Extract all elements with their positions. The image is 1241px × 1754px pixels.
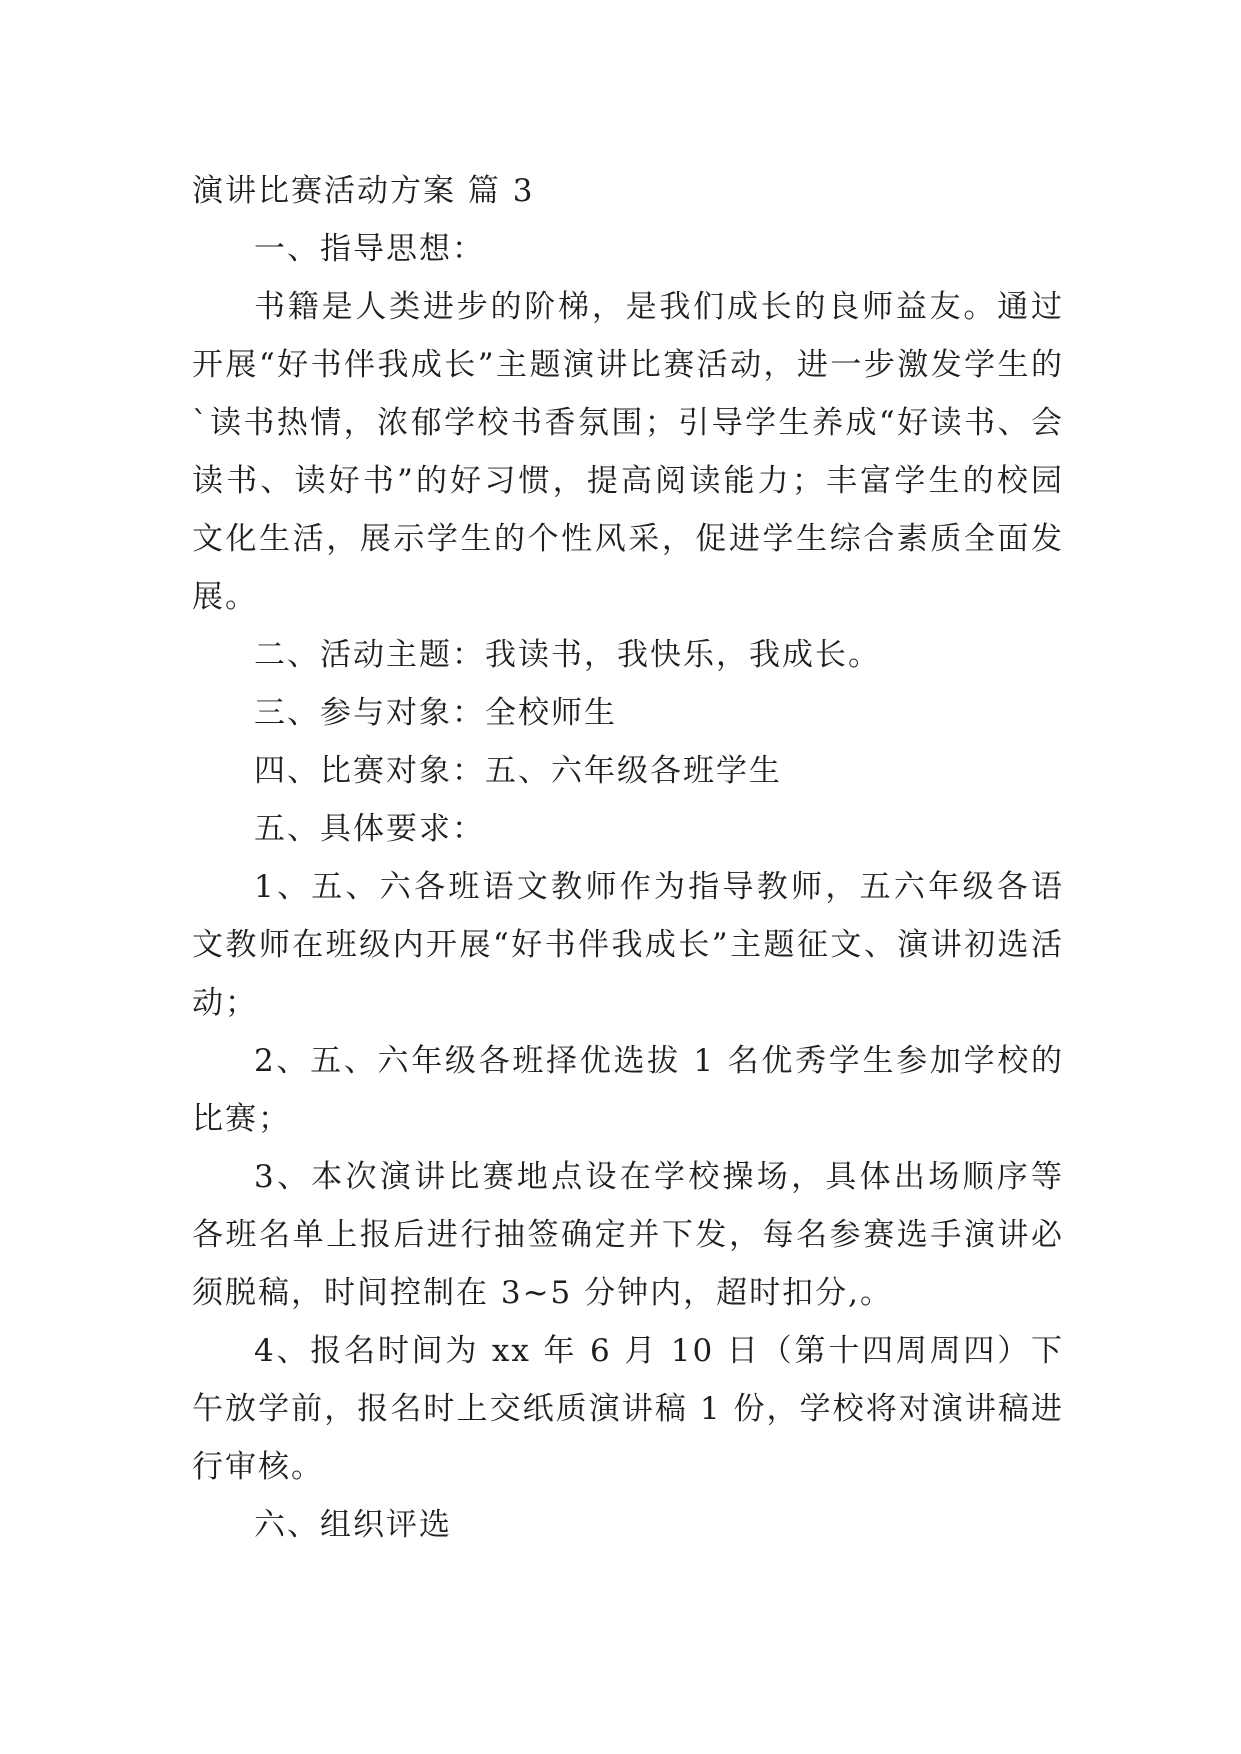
section-heading-evaluation: 六、组织评选: [254, 1507, 452, 1543]
requirement-item-4: 4、报名时间为 xx 年 6 月 10 日（第十四周周四）下午放学前，报名时上交纸质演讲稿 1 份，学校将对演讲稿进行审核。: [192, 1333, 1064, 1485]
section-heading-contestants: 四、比赛对象：五、六年级各班学生: [254, 753, 782, 789]
paragraph-guiding-thought: 书籍是人类进步的阶梯，是我们成长的良师益友。通过开展“好书伴我成长”主题演讲比赛活动，进一步激发学生的`读书热情，浓郁学校书香氛围；引导学生养成“好读书、会读书、读好书”的好习惯，提高阅读能力；丰富学生的校园文化生活，展示学生的个性风采，促进学生综合素质全面发展。: [192, 289, 1064, 615]
section-heading-guiding-thought: 一、指导思想：: [254, 231, 485, 267]
document-body: [192, 162, 1064, 1554]
requirement-item-2: 2、五、六年级各班择优选拔 1 名优秀学生参加学校的比赛；: [192, 1043, 1064, 1137]
section-heading-participants: 三、参与对象：全校师生: [254, 695, 617, 731]
requirement-item-3: 3、本次演讲比赛地点设在学校操场，具体出场顺序等各班名单上报后进行抽签确定并下发，每名参赛选手演讲必须脱稿，时间控制在 3~5 分钟内，超时扣分,。: [192, 1159, 1064, 1311]
section-heading-requirements: 五、具体要求：: [254, 811, 485, 847]
requirement-item-1: 1、五、六各班语文教师作为指导教师，五六年级各语文教师在班级内开展“好书伴我成长”主题征文、演讲初选活动；: [192, 869, 1064, 1021]
section-heading-theme: 二、活动主题：我读书，我快乐，我成长。: [254, 637, 881, 673]
document-title: 演讲比赛活动方案 篇 3: [192, 173, 535, 209]
